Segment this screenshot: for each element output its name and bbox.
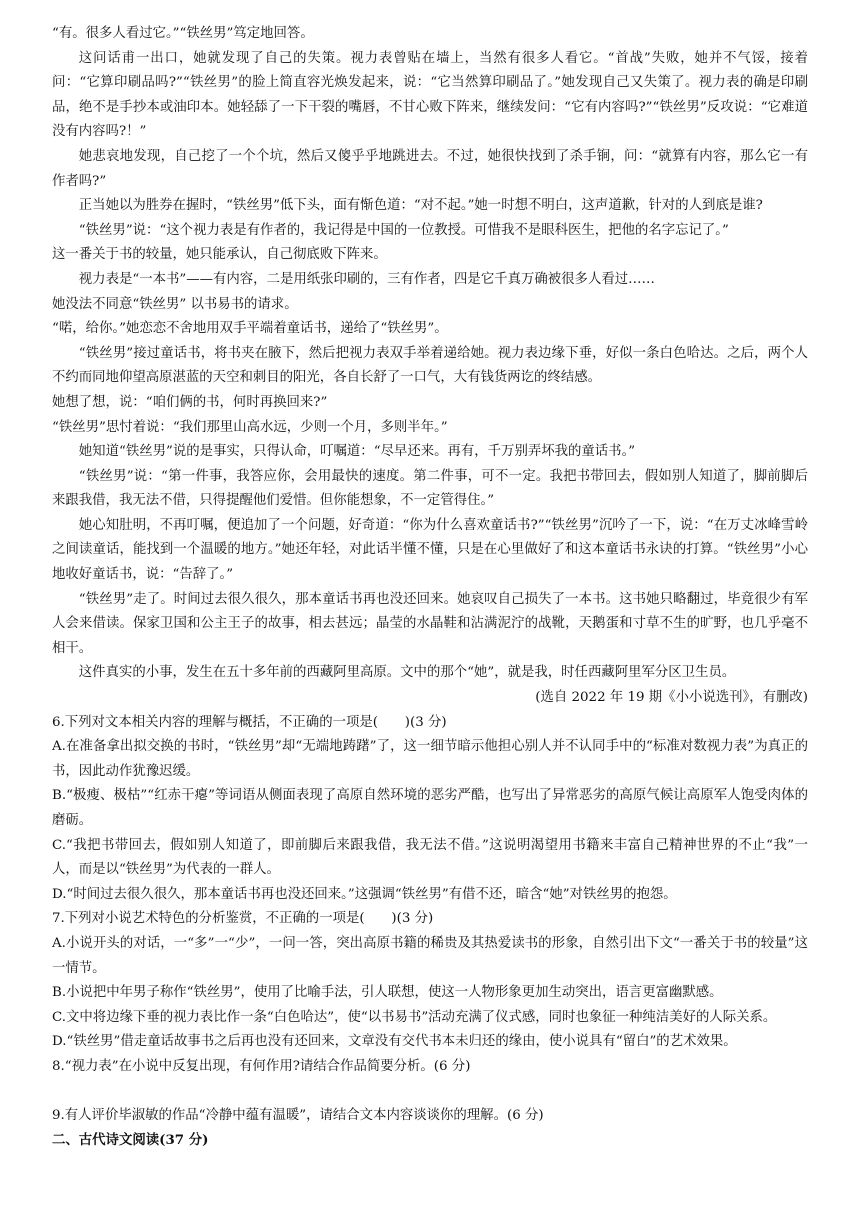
option-b: B.“极瘦、极枯”“红赤干瘪”等词语从侧面表现了高原自然环境的恶劣严酷，也写出了异常恶劣的高原气候让高原军人饱受肉体的磨砺。 [52, 788, 808, 828]
story-paragraph-10: “铁丝男”接过童话书，将书夹在腋下，然后把视力表双手举着递给她。视力表边缘下垂，好似一条白色哈达。之后，两个人不约而同地仰望高原湛蓝的天空和刺目的阳光，各自长舒了一口气，大有钱货两讫的终结感。 [52, 345, 808, 386]
option-c: C.“我把书带回去，假如别人知道了，即前脚后来跟我借，我无法不借。”这说明渴望用书籍来丰富自己精神世界的不止“我”一人，而是以“铁丝男”为代表的一群人。 [52, 837, 808, 878]
option-b: B.小说把中年男子称作“铁丝男”，使用了比喻手法，引人联想，使这一人物形象更加生动突出，语言更富幽默感。 [52, 985, 723, 1001]
question-6 [52, 711, 808, 908]
question-9 [52, 1104, 808, 1129]
story-paragraph-5: “铁丝男”说：“这个视力表是有作者的，我记得是中国的一位教授。可惜我不是眼科医生，把他的名字忘记了。” [78, 222, 729, 238]
story-paragraph-15: 她心知肚明，不再叮嘱，便追加了一个问题，好奇道：“你为什么喜欢童话书?”“铁丝男”沉吟了一下，说：“在万丈冰峰雪岭之间读童话，能找到一个温暖的地方。”她还年轻，对此话半懂不懂，只是在心里做好了和这本童话书永诀的打算。“铁丝男”小心地收好童话书，说：“告辞了。” [52, 517, 808, 583]
story-paragraph-17: 这件真实的小事，发生在五十多年前的西藏阿里高原。文中的那个“她”，就是我，时任西藏阿里军分区卫生员。 [78, 665, 736, 681]
story-paragraph-9: “喏，给你。”她恋恋不舍地用双手平端着童话书，递给了“铁丝男”。 [52, 321, 448, 337]
story-paragraph-16: “铁丝男”走了。时间过去很久很久，那本童话书再也没还回来。她哀叹自己损失了一本书。这书她只略翻过，毕竟很少有军人会来借读。保家卫国和公主王子的故事，相去甚远；晶莹的水晶鞋和沾满泥泞的战靴，天鹅蛋和寸草不生的旷野，也几乎毫不相干。 [52, 591, 808, 656]
story-paragraph-6: 这一番关于书的较量，她只能承认，自己彻底败下阵来。 [52, 247, 387, 263]
story-paragraph-11: 她想了想，说：“咱们俩的书，何时再换回来?” [52, 394, 328, 410]
option-d: D.“时间过去很久很久，那本童话书再也没还回来。”这强调“铁丝男”有借不还，暗含“她”对铁丝男的抱怨。 [52, 886, 677, 902]
question-stem: 6.下列对文本相关内容的理解与概括，不正确的一项是( )(3 分) [52, 714, 447, 730]
story-paragraph-14: “铁丝男”说：“第一件事，我答应你，会用最快的速度。第二件事，可不一定。我把书带回去，假如别人知道了，脚前脚后来跟我借，我无法不借，只得提醒他们爱惜。但你能想象，不一定管得住。” [52, 468, 808, 509]
story-paragraph-4: 正当她以为胜券在握时，“铁丝男”低下头，面有惭色道：“对不起。”她一时想不明白，这声道歉，针对的人到底是谁? [78, 198, 763, 214]
answer-space [52, 1080, 808, 1104]
option-d: D.“铁丝男”借走童话故事书之后再也没有还回来，文章没有交代书本未归还的缘由，使小说具有“留白”的艺术效果。 [52, 1034, 737, 1050]
story-paragraph-13: 她知道“铁丝男”说的是事实，只得认命，叮嘱道：“尽早还来。再有，千万别弄坏我的童话书。” [78, 444, 636, 460]
story-paragraph-7: 视力表是“一本书”——有内容，二是用纸张印刷的，三有作者，四是它千真万确被很多人看过…… [78, 271, 655, 287]
section-heading: 二、古代诗文阅读(37 分) [52, 1132, 209, 1149]
story-paragraph-8: 她没法不同意“铁丝男” 以书易书的请求。 [52, 296, 298, 312]
question-7 [52, 907, 808, 1055]
story-paragraph-12: “铁丝男”思忖着说：“我们那里山高水远，少则一个月，多则半年。” [52, 419, 448, 435]
question-8 [52, 1055, 808, 1080]
story-paragraph-3: 她悲哀地发现，自己挖了一个个坑，然后又傻乎乎地跳进去。不过，她很快找到了杀手锏，问：“就算有内容，那么它一有作者吗?” [52, 148, 808, 189]
story-paragraph-1: “有。很多人看过它。”“铁丝男”笃定地回答。 [52, 26, 314, 41]
story-paragraph-2: 这问话甫一出口，她就发现了自己的失策。视力表曾贴在墙上，当然有很多人看它。“首战”失败，她并不气馁，接着问：“它算印刷品吗?”“铁丝男”的脸上简直容光焕发起来，说：“它当然算印刷品了。”她发现自己又失策了。视力表的确是印刷品，绝不是手抄本或油印本。她轻舔了一下干裂的嘴唇，不甘心败下阵来，继续发问：“它有内容吗?”“铁丝男”反攻说：“它难道没有内容吗?！” [52, 50, 808, 140]
story-source-line [52, 686, 808, 711]
question-stem: 7.下列对小说艺术特色的分析鉴赏，不正确的一项是( )(3 分) [52, 911, 434, 927]
question-stem: 9.有人评价毕淑敏的作品“冷静中蕴有温暖”，请结合文本内容谈谈你的理解。(6 分) [52, 1107, 544, 1123]
option-c: C.文中将边缘下垂的视力表比作一条“白色哈达”，使“以书易书”活动充满了仪式感，同时也象征一种纯洁美好的人际关系。 [52, 1009, 777, 1025]
option-a: A.小说开头的对话，一“多”一“少”，一问一答，突出高原书籍的稀贵及其热爱读书的形象，自然引出下文“一番关于书的较量”这一情节。 [52, 935, 808, 976]
option-a: A.在准备拿出拟交换的书时，“铁丝男”却“无端地踌躇”了，这一细节暗示他担心别人并不认同手中的“标准对数视力表”为真正的书，因此动作犹豫迟缓。 [52, 739, 808, 779]
story-source: (选自 2022 年 19 期《小小说选刊》，有删改) [535, 690, 808, 706]
document-page [52, 22, 808, 1153]
question-stem: 8.“视力表”在小说中反复出现，有何作用?请结合作品简要分析。(6 分) [52, 1058, 471, 1074]
story-text [52, 22, 808, 711]
